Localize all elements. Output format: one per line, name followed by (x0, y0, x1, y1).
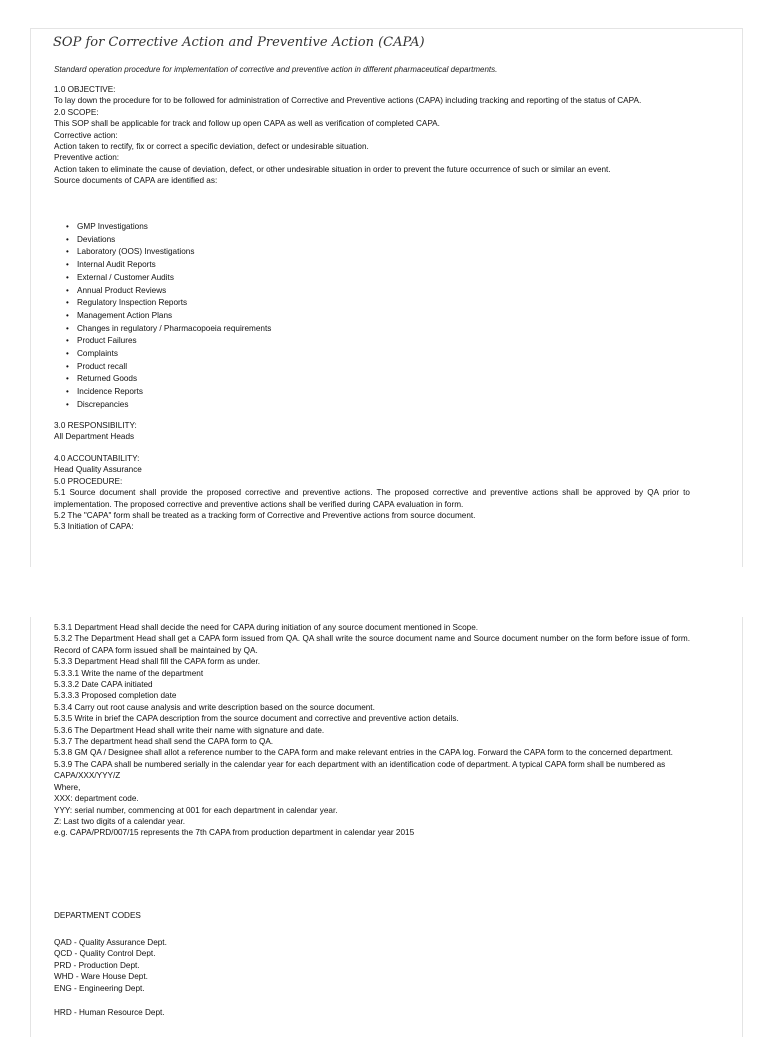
accountability-text: Head Quality Assurance (54, 465, 142, 475)
list-item: • Management Action Plans (77, 310, 271, 323)
objective-heading: 1.0 OBJECTIVE: (54, 85, 116, 94)
list-item: • Annual Product Reviews (77, 285, 271, 298)
format-z: Z: Last two digits of a calendar year. (54, 816, 186, 826)
document-title: SOP for Corrective Action and Preventive Action (CAPA) (53, 35, 425, 50)
list-item: • Product Failures (77, 335, 271, 348)
list-item: QCD - Quality Control Dept. (54, 949, 156, 959)
source-documents-intro: Source documents of CAPA are identified as: (54, 176, 218, 186)
document-subtitle: Standard operation procedure for implementation of corrective and preventive action in different pharmaceutical departments. (54, 65, 498, 74)
procedure-5-3: 5.3 Initiation of CAPA: (54, 522, 134, 532)
responsibility-heading: 3.0 RESPONSIBILITY: (54, 421, 137, 430)
objective-scope-section (54, 84, 690, 187)
list-item: • Discrepancies (77, 399, 271, 412)
list-item: HRD - Human Resource Dept. (54, 1008, 165, 1017)
procedure-5-3-5: 5.3.5 Write in brief the CAPA description from the source document and corrective and preventive action details. (54, 714, 459, 724)
list-item: PRD - Production Dept. (54, 960, 140, 970)
list-item: • Deviations (77, 234, 271, 247)
format-yyy: YYY: serial number, commencing at 001 for each department in calendar year. (54, 805, 338, 815)
list-item: • Incidence Reports (77, 386, 271, 399)
capa-initiation-section (54, 622, 690, 839)
procedure-5-1: 5.1 Source document shall provide the proposed corrective and preventive actions. The proposed corrective and preventive actions shall be approved by QA prior to implementation. The proposed corrective and preventive actions shall be verified during CAPA evaluation in form. (54, 488, 690, 509)
preventive-action-heading: Preventive action: (54, 153, 120, 163)
procedure-5-3-3-1: 5.3.3.1 Write the name of the department (54, 668, 204, 678)
list-item: ENG - Engineering Dept. (54, 983, 145, 993)
where-label: Where, (54, 782, 81, 792)
list-item: • External / Customer Audits (77, 272, 271, 285)
scope-heading: 2.0 SCOPE: (54, 107, 99, 117)
format-xxx: XXX: department code. (54, 794, 139, 804)
procedure-5-3-7: 5.3.7 The department head shall send the CAPA form to QA. (54, 737, 274, 747)
responsibility-text: All Department Heads (54, 432, 135, 442)
corrective-action-heading: Corrective action: (54, 130, 118, 140)
procedure-5-3-9: 5.3.9 The CAPA shall be numbered serially in the calendar year for each department with an identification code of department. A typical CAPA form shall be numbered as (54, 759, 666, 769)
capa-number-format: CAPA/XXX/YYY/Z (54, 771, 121, 781)
procedure-5-3-3-3: 5.3.3.3 Proposed completion date (54, 691, 177, 701)
list-item: • Changes in regulatory / Pharmacopoeia requirements (77, 323, 271, 336)
procedure-5-3-2: 5.3.2 The Department Head shall get a CAPA form issued from QA. QA shall write the source document name and Source document number on the form before issue of form. Record of CAPA form issued shall be maintained by QA. (54, 634, 690, 655)
corrective-action-text: Action taken to rectify, fix or correct a specific deviation, defect or undesirable situation. (54, 142, 369, 152)
list-item: • Product recall (77, 361, 271, 374)
list-item: • Laboratory (OOS) Investigations (77, 246, 271, 259)
accountability-heading: 4.0 ACCOUNTABILITY: (54, 454, 140, 463)
scope-text: This SOP shall be applicable for track and follow up open CAPA as well as verification of completed CAPA. (54, 119, 440, 129)
procedure-heading: 5.0 PROCEDURE: (54, 476, 123, 486)
procedure-5-3-3: 5.3.3 Department Head shall fill the CAPA form as under. (54, 657, 261, 667)
list-item: • Returned Goods (77, 373, 271, 386)
procedure-5-3-4: 5.3.4 Carry out root cause analysis and write description based on the source document. (54, 702, 375, 712)
list-item: • Regulatory Inspection Reports (77, 297, 271, 310)
list-item: • Internal Audit Reports (77, 259, 271, 272)
procedure-5-2: 5.2 The "CAPA" form shall be treated as a tracking form of Corrective and Preventive actions from source document. (54, 511, 476, 521)
list-item: WHD - Ware House Dept. (54, 972, 148, 982)
responsibility-section (54, 420, 690, 443)
format-example: e.g. CAPA/PRD/007/15 represents the 7th CAPA from production department in calendar year 2015 (54, 828, 415, 838)
list-item: • Complaints (77, 348, 271, 361)
source-documents-list (66, 221, 271, 412)
department-codes-heading: DEPARTMENT CODES (54, 911, 141, 920)
list-item: QAD - Quality Assurance Dept. (54, 938, 167, 947)
objective-text: To lay down the procedure for to be followed for administration of Corrective and Preventive actions (CAPA) including tracking and reporting of the status of CAPA. (54, 96, 642, 106)
list-item: • GMP Investigations (77, 221, 271, 234)
procedure-5-3-1: 5.3.1 Department Head shall decide the need for CAPA during initiation of any source document mentioned in Scope. (54, 623, 479, 632)
procedure-5-3-8: 5.3.8 GM QA / Designee shall allot a reference number to the CAPA form and make relevant entries in the CAPA log. Forward the CAPA form to the concerned department. (54, 748, 673, 758)
accountability-procedure-section (54, 453, 690, 533)
preventive-action-text: Action taken to eliminate the cause of deviation, defect, or other undesirable situation in order to prevent the future occurrence of such or similar an event. (54, 164, 611, 174)
department-codes-list (54, 937, 690, 994)
department-codes-list-2 (54, 1007, 690, 1018)
procedure-5-3-6: 5.3.6 The Department Head shall write their name with signature and date. (54, 725, 325, 735)
procedure-5-3-3-2: 5.3.3.2 Date CAPA initiated (54, 680, 153, 690)
